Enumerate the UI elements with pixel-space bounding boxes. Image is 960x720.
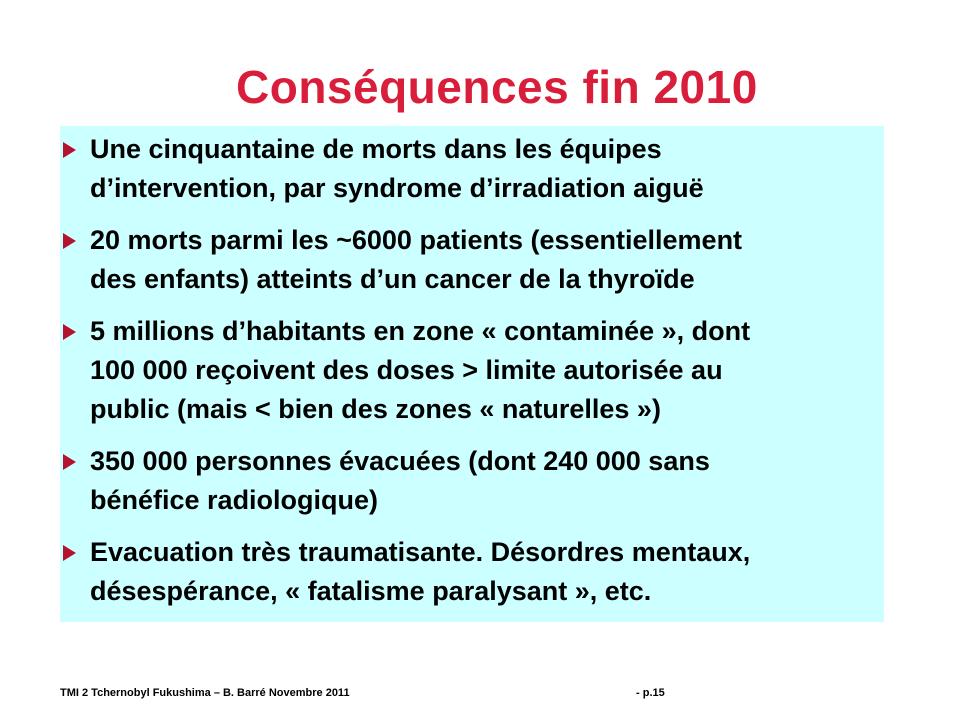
bullet-line: Une cinquantaine de morts dans les équipes <box>90 134 662 164</box>
bullet-item <box>60 221 890 299</box>
page-number: - p.15 <box>636 687 665 699</box>
footer-left: TMI 2 Tchernobyl Fukushima – B. Barré Novembre 2011 <box>60 687 350 699</box>
slide-title: Conséquences fin 2010 <box>236 61 758 113</box>
bullet-line: Evacuation très traumatisante. Désordres mentaux, <box>90 537 751 567</box>
bullet-line: public (mais < bien des zones « naturelles ») <box>90 394 661 424</box>
content-box <box>60 126 884 622</box>
bullet-item <box>60 312 890 429</box>
bullet-item <box>60 442 890 520</box>
triangle-bullet-icon <box>63 454 76 470</box>
triangle-bullet-icon <box>63 324 76 340</box>
bullet-line: 350 000 personnes évacuées (dont 240 000 sans <box>90 446 710 476</box>
bullet-line: 100 000 reçoivent des doses > limite autorisée au <box>90 355 723 385</box>
bullet-line: 5 millions d’habitants en zone « contaminée », dont <box>90 316 751 346</box>
triangle-bullet-icon <box>63 233 76 249</box>
triangle-bullet-icon <box>63 142 76 158</box>
bullet-item <box>60 130 890 208</box>
triangle-bullet-icon <box>63 545 76 561</box>
bullet-item <box>60 533 890 611</box>
bullet-line: 20 morts parmi les ~6000 patients (essentiellement <box>90 225 743 255</box>
bullet-line: bénéfice radiologique) <box>90 485 379 515</box>
bullet-line: désespérance, « fatalisme paralysant », etc. <box>90 576 652 606</box>
bullet-line: des enfants) atteints d’un cancer de la thyroïde <box>90 264 695 294</box>
bullet-line: d’intervention, par syndrome d’irradiation aiguë <box>90 173 704 203</box>
bullet-list <box>60 130 890 624</box>
